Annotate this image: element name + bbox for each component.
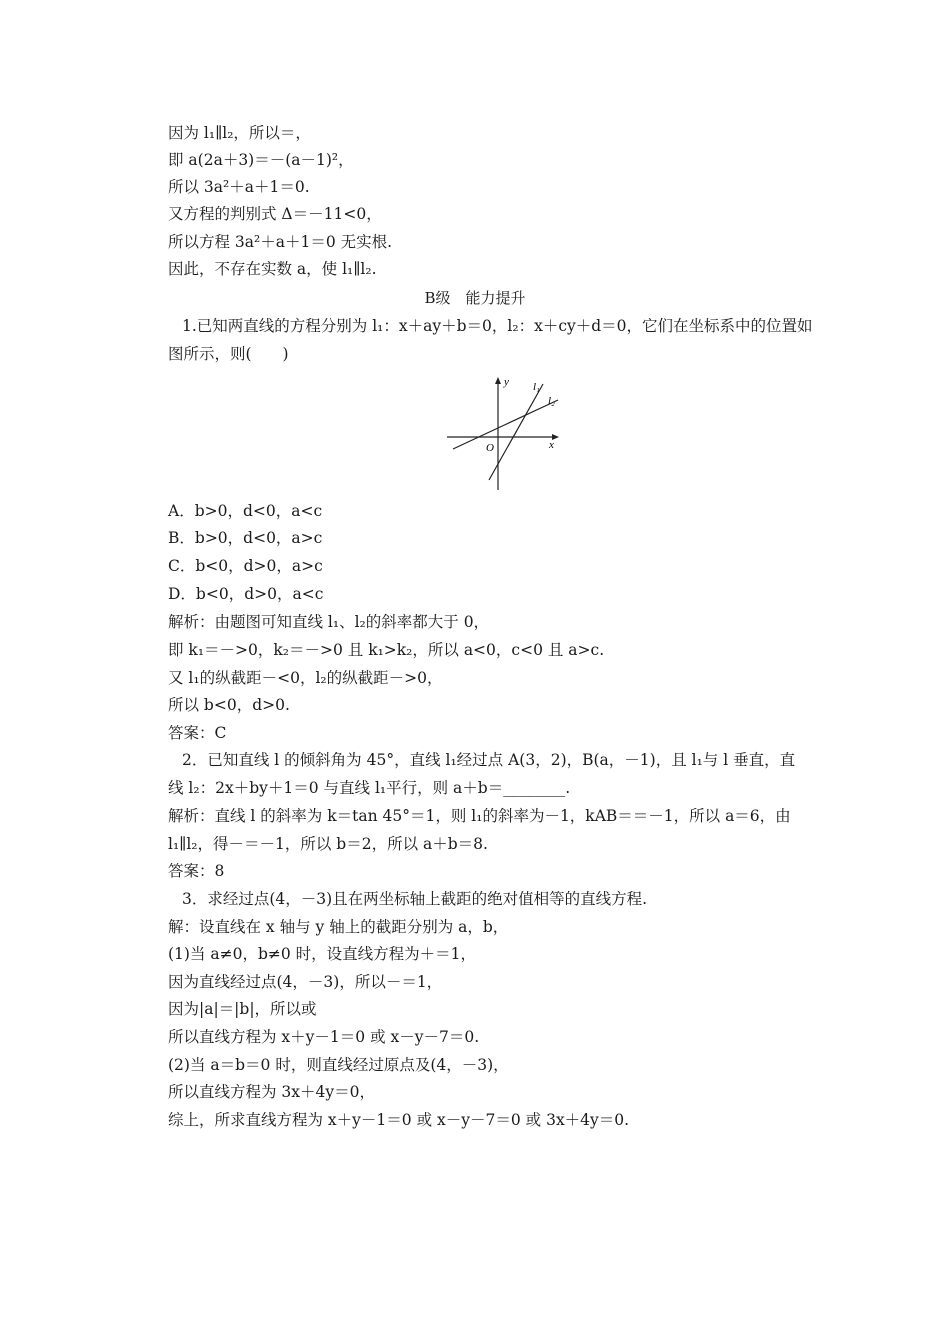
- text-line: 即 a(2a＋3)＝－(a－1)²，: [168, 151, 354, 169]
- solution-line: 即 k₁＝－>0，k₂＝－>0 且 k₁>k₂，所以 a<0，c<0 且 a>c.: [168, 641, 605, 659]
- line-l1: [489, 384, 543, 480]
- solution-line: 解：设直线在 x 轴与 y 轴上的截距分别为 a，b，: [168, 918, 509, 936]
- question-2-stem: 2．已知直线 l 的倾斜角为 45°，直线 l₁经过点 A(3，2)，B(a，－1)，且 l₁与 l 垂直，直: [182, 751, 796, 769]
- line-l2: [453, 400, 558, 449]
- solution-line: 解析：直线 l 的斜率为 k＝tan 45°＝1，则 l₁的斜率为－1，kAB＝＝－1，所以 a＝6，由: [168, 807, 791, 825]
- section-heading: B级 能力提升: [424, 289, 526, 307]
- text-line: 因为 l₁∥l₂，所以＝，: [168, 124, 311, 142]
- y-axis-arrow: [495, 377, 501, 384]
- solution-line: 因为|a|＝|b|，所以或: [168, 1000, 317, 1018]
- solution-line: (2)当 a＝b＝0 时，则直线经过原点及(4，－3)，: [168, 1056, 509, 1074]
- question-1-stem-cont: 图所示，则( ): [168, 345, 289, 363]
- solution-line: 所以 b<0，d>0.: [168, 696, 290, 714]
- question-2-stem-cont: 线 l₂：2x＋by＋1＝0 与直线 l₁平行，则 a＋b＝________.: [168, 779, 571, 797]
- solution-line: 又 l₁的纵截距－<0，l₂的纵截距－>0，: [168, 669, 443, 687]
- option-c: C．b<0，d>0，a>c: [168, 557, 323, 575]
- origin-label: O: [486, 442, 494, 454]
- text-line: 又方程的判别式 Δ＝－11<0，: [168, 205, 382, 223]
- coordinate-figure: [443, 374, 563, 494]
- text-line: 因此，不存在实数 a，使 l₁∥l₂.: [168, 260, 377, 278]
- answer-2: 答案：8: [168, 862, 225, 880]
- x-axis-label: x: [549, 439, 554, 451]
- l2-label: l₂: [548, 395, 555, 407]
- solution-line: 所以直线方程为 x＋y－1＝0 或 x－y－7＝0.: [168, 1028, 480, 1046]
- option-d: D．b<0，d>0，a<c: [168, 585, 324, 603]
- solution-line: (1)当 a≠0，b≠0 时，设直线方程为＋＝1，: [168, 945, 477, 963]
- option-b: B．b>0，d<0，a>c: [168, 529, 323, 547]
- l1-label: l₁: [533, 381, 540, 393]
- solution-line: 综上，所求直线方程为 x＋y－1＝0 或 x－y－7＝0 或 3x＋4y＝0.: [168, 1111, 630, 1129]
- solution-line: 所以直线方程为 3x＋4y＝0，: [168, 1083, 376, 1101]
- answer-1: 答案：C: [168, 724, 227, 742]
- text-line: 所以方程 3a²＋a＋1＝0 无实根.: [168, 233, 393, 251]
- question-3-stem: 3．求经过点(4，－3)且在两坐标轴上截距的绝对值相等的直线方程.: [182, 890, 648, 908]
- question-1-stem: 1.已知两直线的方程分别为 l₁：x＋ay＋b＝0，l₂：x＋cy＋d＝0，它们在坐标系中的位置如: [182, 317, 813, 335]
- solution-line: 解析：由题图可知直线 l₁、l₂的斜率都大于 0，: [168, 613, 490, 631]
- solution-line: 因为直线经过点(4，－3)，所以－＝1，: [168, 973, 443, 991]
- y-axis-label: y: [504, 376, 509, 388]
- text-line: 所以 3a²＋a＋1＝0.: [168, 178, 310, 196]
- option-a: A．b>0，d<0，a<c: [168, 502, 323, 520]
- solution-line: l₁∥l₂，得－＝－1，所以 b＝2，所以 a＋b＝8.: [168, 835, 488, 853]
